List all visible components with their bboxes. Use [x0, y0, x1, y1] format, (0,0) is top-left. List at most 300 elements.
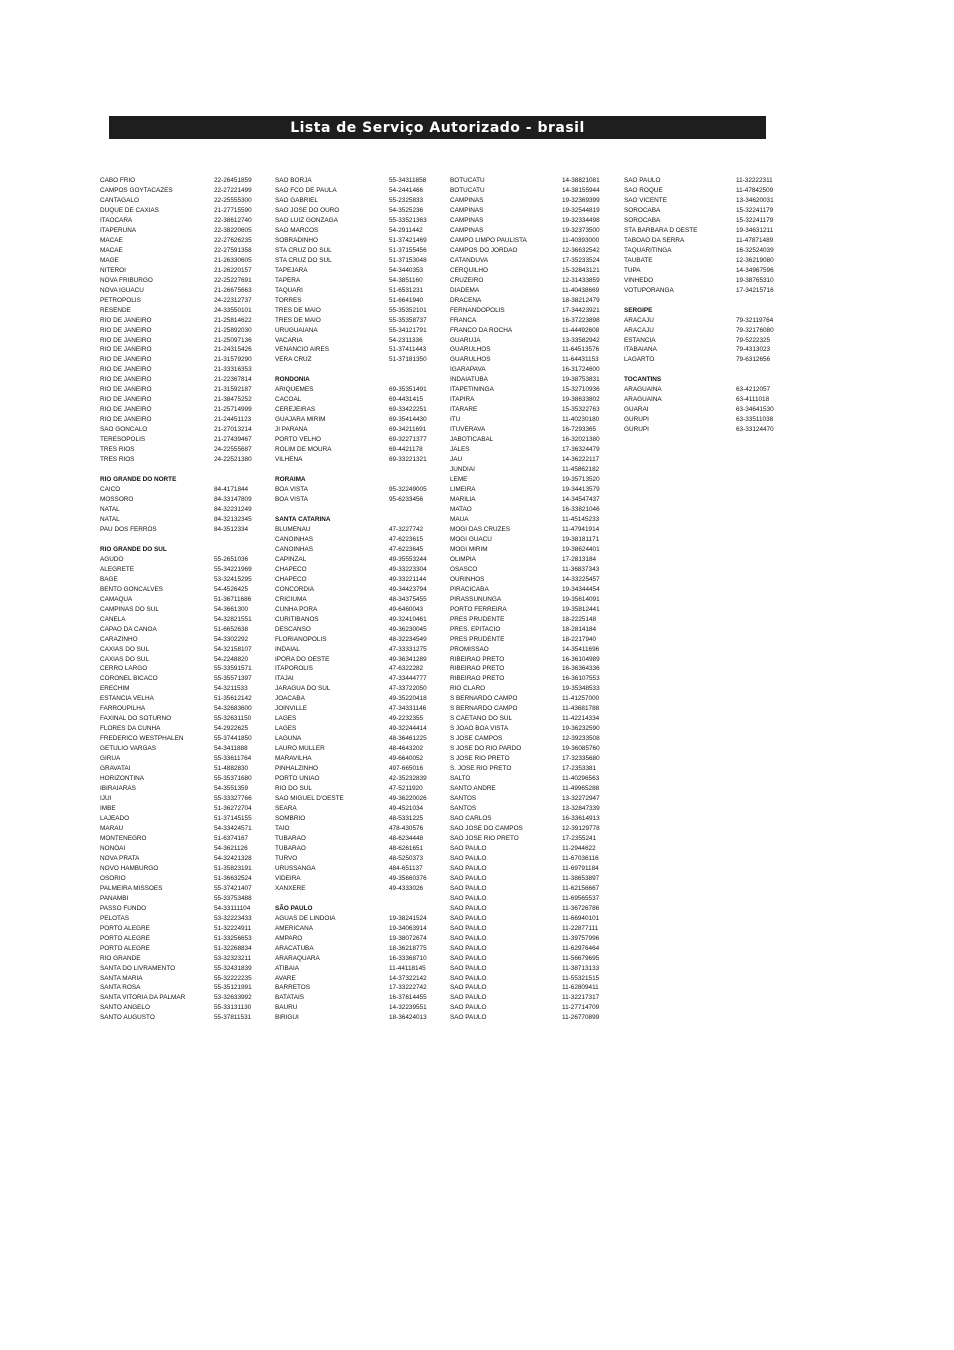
list-item [275, 914, 435, 924]
list-item [275, 395, 435, 405]
city-name: SAO PAULO [450, 954, 487, 962]
city-name: FERNANDOPOLIS [450, 306, 505, 314]
phone-number: 55-35371680 [214, 775, 252, 783]
list-item [100, 455, 260, 465]
list-item [275, 256, 435, 266]
spacer-row [275, 465, 435, 475]
list-item [450, 864, 610, 874]
state-name: RONDONIA [275, 376, 310, 384]
phone-number: 14-35411696 [562, 645, 600, 653]
city-name: SAO JOSE DO OURO [275, 206, 340, 214]
list-item [450, 326, 610, 336]
city-name: URUSSANGA [275, 864, 316, 872]
phone-number: 69-4421178 [389, 446, 423, 454]
city-name: SAO PAULO [450, 904, 487, 912]
list-item [450, 365, 610, 375]
phone-number: 11-47842509 [736, 186, 774, 194]
city-name: NOVA PRATA [100, 854, 140, 862]
city-name: PETROPOLIS [100, 296, 141, 304]
list-item [450, 286, 610, 296]
city-name: VOTUPORANGA [624, 286, 674, 294]
city-name: SAO PAULO [450, 964, 487, 972]
list-item [100, 256, 260, 266]
city-name: MOSSORO [100, 496, 134, 503]
city-name: TAUBATE [624, 256, 653, 264]
list-item [275, 355, 435, 365]
city-name: PAU DOS FERROS [100, 525, 157, 533]
phone-number: 79-32176080 [736, 326, 774, 334]
city-name: SANTA VITORIA DA PALMAR [100, 994, 186, 1002]
city-name: TAQUARI [275, 286, 303, 294]
list-item [275, 974, 435, 984]
list-item [450, 395, 610, 405]
city-name: RIO DE JANEIRO [100, 356, 152, 364]
city-name: PRES. EPITACIO [450, 625, 501, 633]
phone-number: 15-32843121 [562, 266, 600, 274]
city-name: SANTOS [450, 805, 477, 813]
phone-number: 49-2232355 [389, 715, 424, 723]
phone-number: 49-33223304 [389, 565, 427, 573]
list-item [100, 934, 260, 944]
city-name: CAXIAS DO SUL [100, 645, 150, 653]
city-name: SAO PAULO [450, 934, 487, 942]
city-name: CUNHA PORA [275, 605, 318, 613]
list-item [450, 904, 610, 914]
phone-number: 11-36837343 [562, 565, 600, 573]
city-name: CAPINZAL [275, 555, 307, 563]
phone-number: 14-38821081 [562, 177, 600, 184]
phone-number: 19-38072674 [389, 934, 427, 942]
city-name: SOBRADINHO [275, 236, 318, 244]
city-name: ITAPERUNA [100, 226, 137, 234]
city-name: TABOAO DA SERRA [624, 236, 685, 244]
list-item [450, 914, 610, 924]
phone-number: 47-33444777 [389, 675, 427, 683]
list-item [450, 645, 610, 655]
list-item [275, 844, 435, 854]
city-name: CANELA [100, 615, 126, 623]
phone-number: 22-27221499 [214, 186, 252, 194]
phone-number: 48-36461225 [389, 735, 427, 743]
phone-number: 54-2922625 [214, 725, 249, 733]
phone-number: 13-34620031 [736, 196, 774, 204]
list-item [275, 674, 435, 684]
list-item [100, 904, 260, 914]
service-list-column-1 [100, 176, 260, 1023]
city-name: SAO BORJA [275, 177, 312, 184]
list-item [100, 754, 260, 764]
city-name: SOROCABA [624, 216, 661, 224]
city-name: RIO DE JANEIRO [100, 386, 152, 394]
city-name: PORTO VELHO [275, 436, 321, 444]
city-name: CRICIUMA [275, 595, 307, 603]
phone-number: 51-32224911 [214, 924, 252, 932]
list-item [624, 246, 784, 256]
city-name: TAIO [275, 824, 290, 832]
city-name: SAO CARLOS [450, 815, 492, 822]
phone-number: 47-33331275 [389, 645, 427, 653]
phone-number: 21-25097136 [214, 336, 252, 344]
city-name: RIO DE JANEIRO [100, 406, 152, 414]
list-item [100, 724, 260, 734]
city-name: ARIQUEMES [275, 386, 314, 394]
list-item [450, 405, 610, 415]
city-name: RIO DE JANEIRO [100, 366, 152, 374]
city-name: ITABAIANA [624, 346, 657, 354]
phone-number: 69-32271377 [389, 436, 427, 444]
city-name: BOA VISTA [275, 486, 308, 494]
city-name: SAO PAULO [450, 974, 487, 982]
list-item [450, 415, 610, 425]
list-item [275, 485, 435, 495]
city-name: MACAE [100, 246, 123, 254]
list-item [450, 345, 610, 355]
phone-number: 47-6322282 [389, 665, 424, 673]
phone-number: 42-35232839 [389, 775, 427, 783]
state-heading [100, 475, 260, 485]
city-name: JARAGUA DO SUL [275, 685, 331, 693]
list-item [100, 794, 260, 804]
phone-number: 54-3851160 [389, 276, 423, 284]
city-name: MOGI DAS CRUZES [450, 525, 511, 533]
phone-number: 55-2325833 [389, 196, 424, 204]
phone-number: 11-49965288 [562, 785, 600, 793]
phone-number: 11-40393000 [562, 236, 600, 244]
city-name: SAO PAULO [450, 924, 487, 932]
city-name: LAGES [275, 715, 297, 723]
spacer-row [275, 365, 435, 375]
phone-number: 22-27591358 [214, 246, 252, 254]
phone-number: 14-34547437 [562, 496, 600, 503]
phone-number: 22-38612740 [214, 216, 252, 224]
phone-number: 16-37614455 [389, 994, 427, 1002]
list-item [100, 226, 260, 236]
city-name: GURUPI [624, 426, 649, 434]
list-item [450, 884, 610, 894]
city-name: PORTO UNIAO [275, 775, 320, 783]
phone-number: 14-33225457 [562, 575, 600, 583]
list-item [450, 276, 610, 286]
phone-number: 11-22877111 [562, 924, 599, 932]
city-name: AGUDO [100, 555, 124, 563]
phone-number: 11-44118145 [389, 964, 426, 972]
list-item [275, 864, 435, 874]
phone-number: 21-25814622 [214, 316, 252, 324]
city-name: RIO DE JANEIRO [100, 416, 152, 424]
list-item [100, 565, 260, 575]
list-item [450, 495, 610, 505]
city-name: SANTO ANGELO [100, 1004, 150, 1012]
city-name: RIO DE JANEIRO [100, 346, 152, 354]
phone-number: 53-32223433 [214, 914, 252, 922]
list-item [100, 385, 260, 395]
city-name: DIADEMA [450, 286, 480, 294]
phone-number: 19-34413579 [562, 486, 600, 494]
list-item [100, 625, 260, 635]
city-name: ROLIM DE MOURA [275, 446, 332, 454]
phone-number: 55-33327766 [214, 795, 252, 803]
list-item [275, 535, 435, 545]
phone-number: 53-32323211 [214, 954, 252, 962]
spacer-row [100, 465, 260, 475]
city-name: MATAO [450, 505, 472, 513]
phone-number: 24-33550101 [214, 306, 252, 314]
city-name: PIRACICABA [450, 585, 489, 593]
list-item [275, 306, 435, 316]
state-name: SERGIPE [624, 306, 653, 314]
list-item [100, 525, 260, 535]
phone-number: 49-36230045 [389, 625, 427, 633]
phone-number: 54-32158107 [214, 645, 252, 653]
city-name: CAICO [100, 486, 121, 494]
list-item [450, 794, 610, 804]
city-name: MAGE [100, 256, 119, 264]
state-name: TOCANTINS [624, 376, 662, 384]
list-item [450, 734, 610, 744]
city-name: MARAU [100, 824, 124, 832]
city-name: BLUMENAU [275, 525, 311, 533]
phone-number: 11-62156667 [562, 884, 600, 892]
phone-number: 69-35351491 [389, 386, 427, 394]
list-item [450, 485, 610, 495]
list-item [275, 694, 435, 704]
city-name: SOROCABA [624, 206, 661, 214]
list-item [450, 824, 610, 834]
city-name: ESTANCIA VELHA [100, 695, 154, 703]
phone-number: 15-32241179 [736, 216, 774, 224]
city-name: JOINVILLE [275, 705, 307, 713]
list-item [275, 336, 435, 346]
phone-number: 21-26330605 [214, 256, 252, 264]
phone-number: 54-3211533 [214, 685, 248, 693]
state-name: RIO GRANDE DO NORTE [100, 476, 177, 484]
phone-number: 14-32239551 [389, 1004, 427, 1012]
list-item [100, 993, 260, 1003]
phone-number: 19-35713520 [562, 476, 600, 484]
list-item [275, 565, 435, 575]
city-name: OURINHOS [450, 575, 485, 583]
phone-number: 48-6261651 [389, 844, 424, 852]
list-item [450, 585, 610, 595]
list-item [450, 804, 610, 814]
phone-number: 49-36220026 [389, 795, 427, 803]
list-item [450, 535, 610, 545]
phone-number: 17-32335680 [562, 755, 600, 763]
city-name: LAGUNA [275, 735, 302, 743]
list-item [450, 455, 610, 465]
list-item [450, 664, 610, 674]
list-item [624, 206, 784, 216]
city-name: BIRIGUI [275, 1014, 299, 1022]
phone-number: 14-34967596 [736, 266, 774, 274]
list-item [275, 455, 435, 465]
phone-number: 79-4313023 [736, 346, 771, 354]
phone-number: 17-34423921 [562, 306, 600, 314]
city-name: STA CRUZ DO SUL [275, 246, 332, 254]
phone-number: 49-32244414 [389, 725, 427, 733]
city-name: MOGI MIRIM [450, 545, 488, 553]
city-name: CERRO LARGO [100, 665, 148, 673]
city-name: RIO DO SUL [275, 785, 312, 793]
list-item [275, 385, 435, 395]
city-name: PASSO FUNDO [100, 904, 147, 912]
list-item [275, 684, 435, 694]
city-name: NOVA IGUACU [100, 286, 144, 294]
phone-number: 19-38765310 [736, 276, 774, 284]
list-item [450, 316, 610, 326]
city-name: CACOAL [275, 396, 302, 404]
city-name: SANTA DO LIVRAMENTO [100, 964, 176, 972]
list-item [100, 824, 260, 834]
city-name: TAPERA [275, 276, 301, 284]
phone-number: 79-5222325 [736, 336, 771, 344]
list-item [275, 704, 435, 714]
list-item [275, 445, 435, 455]
city-name: ITAPETININGA [450, 386, 494, 394]
phone-number: 11-43681788 [562, 705, 600, 713]
phone-number: 55-33131130 [214, 1004, 252, 1012]
city-name: ITAOCARA [100, 216, 133, 224]
city-name: IGARAPAVA [450, 366, 486, 374]
city-name: SAO PAULO [624, 177, 661, 184]
city-name: AMERICANA [275, 924, 313, 932]
list-item [450, 565, 610, 575]
list-item [624, 236, 784, 246]
state-heading [275, 375, 435, 385]
city-name: PANAMBI [100, 894, 129, 902]
city-name: PORTO FERREIRA [450, 605, 507, 613]
list-item [100, 505, 260, 515]
city-name: LAJEADO [100, 815, 130, 822]
list-item [275, 764, 435, 774]
phone-number: 49-33221144 [389, 575, 427, 583]
city-name: TRES DE MAIO [275, 316, 321, 324]
list-item [450, 206, 610, 216]
list-item [275, 276, 435, 286]
city-name: NATAL [100, 505, 120, 513]
list-item [450, 575, 610, 585]
list-item [100, 1003, 260, 1013]
city-name: MAUA [450, 515, 469, 523]
phone-number: 19-38624401 [562, 545, 600, 553]
city-name: CONCORDIA [275, 585, 315, 593]
city-name: PRES PRUDENTE [450, 635, 505, 643]
list-item [450, 615, 610, 625]
city-name: FREDERICO WESTPHALEN [100, 735, 184, 743]
phone-number: 55-35352101 [389, 306, 427, 314]
phone-number: 49-35660376 [389, 874, 427, 882]
list-item [275, 595, 435, 605]
list-item [100, 954, 260, 964]
list-item [100, 415, 260, 425]
phone-number: 11-26770899 [562, 1014, 600, 1022]
phone-number: 63-33124470 [736, 426, 774, 434]
city-name: SAO PAULO [450, 894, 487, 902]
list-item [275, 405, 435, 415]
city-name: SAO PAULO [450, 854, 487, 862]
phone-number: 84-33147809 [214, 496, 252, 503]
phone-number: 54-3525236 [389, 206, 424, 214]
phone-number: 14-36222117 [562, 456, 600, 464]
list-item [100, 326, 260, 336]
city-name: ARACATUBA [275, 944, 314, 952]
phone-number: 84-32231249 [214, 505, 252, 513]
list-item [100, 964, 260, 974]
list-item [275, 924, 435, 934]
phone-number: 51-37153048 [389, 256, 427, 264]
city-name: SAO MIGUEL D'OESTE [275, 795, 344, 803]
list-item [100, 774, 260, 784]
city-name: IBIRAIARAS [100, 785, 136, 793]
phone-number: 19-34063914 [389, 924, 427, 932]
phone-number: 48-5250373 [389, 854, 424, 862]
city-name: SAO PAULO [450, 844, 487, 852]
phone-number: 24-22312737 [214, 296, 252, 304]
phone-number: 51-37411443 [389, 346, 427, 354]
phone-number: 15-35322763 [562, 406, 600, 414]
state-name: RIO GRANDE DO SUL [100, 545, 167, 553]
list-item [624, 316, 784, 326]
city-name: VILHENA [275, 456, 303, 464]
list-item [275, 226, 435, 236]
city-name: GETULIO VARGAS [100, 745, 156, 753]
list-item [624, 266, 784, 276]
list-item [275, 176, 435, 186]
city-name: ARACAJU [624, 326, 654, 334]
list-item [624, 286, 784, 296]
list-item [100, 645, 260, 655]
list-item [100, 834, 260, 844]
phone-number: 11-45862182 [562, 466, 600, 474]
city-name: OSORIO [100, 874, 126, 882]
city-name: SAO PAULO [450, 994, 487, 1002]
city-name: RIBEIRAO PRETO [450, 665, 505, 673]
list-item [275, 296, 435, 306]
phone-number: 47-33722050 [389, 685, 427, 693]
list-item [275, 983, 435, 993]
list-item [100, 206, 260, 216]
list-item [450, 704, 610, 714]
list-item [450, 435, 610, 445]
city-name: PRES PRUDENTE [450, 615, 505, 623]
city-name: VERA CRUZ [275, 356, 312, 364]
list-item [275, 635, 435, 645]
list-item [100, 246, 260, 256]
list-item [275, 605, 435, 615]
list-item [100, 864, 260, 874]
city-name: ARAGUAINA [624, 396, 662, 404]
city-name: CAMPO LIMPO PAULISTA [450, 236, 527, 244]
list-item [100, 485, 260, 495]
city-name: CAMPINAS [450, 196, 484, 204]
list-item [275, 266, 435, 276]
phone-number: 18-2225148 [562, 615, 597, 623]
list-item [624, 395, 784, 405]
list-item [275, 734, 435, 744]
city-name: S BERNARDO CAMPO [450, 695, 518, 703]
list-item [275, 425, 435, 435]
state-name: SANTA CATARINA [275, 515, 331, 523]
city-name: ALEGRETE [100, 565, 135, 573]
phone-number: 49-6640052 [389, 755, 424, 763]
list-item [275, 246, 435, 256]
city-name: HORIZONTINA [100, 775, 145, 783]
list-item [100, 286, 260, 296]
phone-number: 51-4882830 [214, 765, 249, 773]
city-name: S BERNARDO CAMPO [450, 705, 518, 713]
phone-number: 55-35358737 [389, 316, 427, 324]
city-name: JAU [450, 456, 463, 464]
